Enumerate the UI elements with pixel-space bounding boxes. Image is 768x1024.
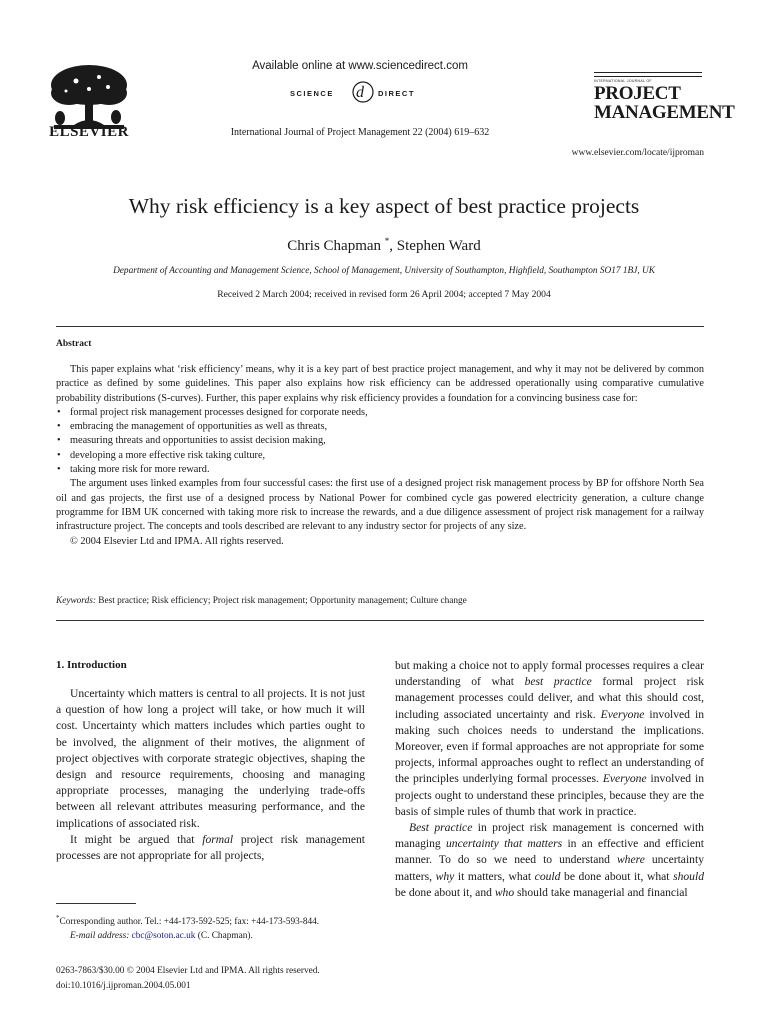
svg-text:d: d <box>356 84 364 101</box>
abstract-bullet: • taking more risk for more reward. <box>56 463 704 477</box>
journal-logo-rule <box>594 72 702 73</box>
front-matter <box>56 964 386 993</box>
body-column-right <box>395 658 704 901</box>
corresponding-author-mark[interactable]: * <box>384 236 390 246</box>
divider <box>56 326 704 327</box>
available-online-text: Available online at www.sciencedirect.com <box>252 60 468 72</box>
keywords <box>56 596 704 606</box>
article-title: Why risk efficiency is a key aspect of best practice projects <box>128 194 640 218</box>
author-second[interactable]: , Stephen Ward <box>389 238 481 254</box>
journal-logo-rule <box>594 76 702 77</box>
journal-url[interactable]: www.elsevier.com/locate/ijproman <box>571 148 704 158</box>
abstract-bullet: • developing a more effective risk taking culture, <box>56 449 704 463</box>
body-paragraph: It might be argued that formal project risk management processes are not appropriate for all projects, <box>56 832 365 863</box>
issn-line: 0263-7863/$30.00 © 2004 Elsevier Ltd and IPMA. All rights reserved. <box>56 966 320 976</box>
abstract-body <box>56 363 704 549</box>
journal-logo-line1: PROJECT <box>594 83 681 104</box>
journal-reference: International Journal of Project Management 22 (2004) 619–632 <box>230 127 490 138</box>
journal-logo <box>594 84 735 122</box>
footnote <box>56 911 365 943</box>
publisher-wordmark: ELSEVIER <box>49 124 129 140</box>
sciencedirect-logo-right: DIRECT <box>378 89 415 98</box>
divider <box>56 620 704 621</box>
author-first[interactable]: Chris Chapman <box>287 238 385 254</box>
sciencedirect-logo <box>288 80 436 104</box>
section-heading: 1. Introduction <box>56 659 127 671</box>
body-column-left <box>56 686 365 864</box>
article-authors <box>40 236 728 255</box>
body-paragraph: but making a choice not to apply formal processes requires a clear understanding of what best practice formal project risk management processes could deliver, and what this should cost, including associated uncertainty and risk. Everyone involved in making such choices needs to understand the implications. Moreover, even if formal approaches are not appropriate for some projects, informal approaches ought to reflect an understanding of the principles underlying formal processes. Everyone involved in projects ought to understand these principles, because they are the basis of simple rules of thumb that work in practice. <box>395 659 704 818</box>
received-dates: Received 2 March 2004; received in revised form 26 April 2004; accepted 7 May 2004 <box>217 289 551 300</box>
journal-logo-line2: MANAGEMENT <box>594 102 735 123</box>
keywords-list: Best practice; Risk efficiency; Project risk management; Opportunity management; Culture change <box>95 596 467 606</box>
sciencedirect-logo-left: SCIENCE <box>290 89 334 98</box>
email-link[interactable]: cbc@soton.ac.uk <box>131 931 196 942</box>
email-note: E-mail address: cbc@soton.ac.uk (C. Chapman). <box>70 931 253 942</box>
abstract-bullet-list <box>56 406 704 477</box>
body-paragraph: Uncertainty which matters is central to all projects. It is not just a question of how long a project will take, or how much it will cost. Uncertainty which matters includes which parties ought to be involved, the alignment of their motives, the alignment of project objectives with corporate strategic objectives, shaping the design and resource requirements, choosing and managing appropriate processes, managing the underlying trade-offs between all relevant attributes measuring performance, and the implications of associated risk. <box>56 687 365 830</box>
abstract-bullet: • measuring threats and opportunities to assist decision making, <box>56 434 704 448</box>
journal-logo-subtitle: INTERNATIONAL JOURNAL OF <box>594 79 652 83</box>
keywords-label: Keywords: <box>56 596 96 606</box>
abstract-copyright: © 2004 Elsevier Ltd and IPMA. All rights reserved. <box>70 535 284 547</box>
author-affiliation: Department of Accounting and Management Science, School of Management, University of Southampton, Highfield, Southampton SO17 1BJ, UK <box>113 266 655 276</box>
footnote-rule <box>56 903 136 904</box>
abstract-paragraph: The argument uses linked examples from four successful cases: the first use of a designed project risk management process by BP for offshore North Sea oil and gas projects, the first use of a designed process by National Power for combined cycle gas powered electricity generation, a culture change programme for IBM UK concerned with taking more risk to increase the rewards, and a due diligence assessment of project risk management for a railway infrastructure project. The concepts and tools described are relevant to any industry sector for projects of any size. <box>56 478 704 533</box>
corresponding-author-note: *Corresponding author. Tel.: +44-173-592-525; fax: +44-173-593-844. <box>56 914 320 928</box>
abstract-bullet: • formal project risk management processes designed for corporate needs, <box>56 406 704 420</box>
body-paragraph: Best practice in project risk management is concerned with managing uncertainty that matters in an effective and efficient manner. To do so we need to understand where uncertainty matters, why it matters, what could be done about it, what should be done about it, and who should take managerial and financial <box>395 821 704 899</box>
doi-line[interactable]: doi:10.1016/j.ijproman.2004.05.001 <box>56 980 191 991</box>
abstract-heading: Abstract <box>56 339 92 349</box>
abstract-bullet: • embracing the management of opportunities as well as threats, <box>56 420 704 434</box>
abstract-paragraph: This paper explains what ‘risk efficiency’ means, why it is a key part of best practice project management, and why it may not be delivered by common practice as defined by some guidelines. This paper also explains how risk efficiency can be addressed operationally using comparative cumulative probability distributions (S-curves). Further, this paper explains why risk efficiency provides a foundation for a convincing business case for: <box>56 364 704 404</box>
